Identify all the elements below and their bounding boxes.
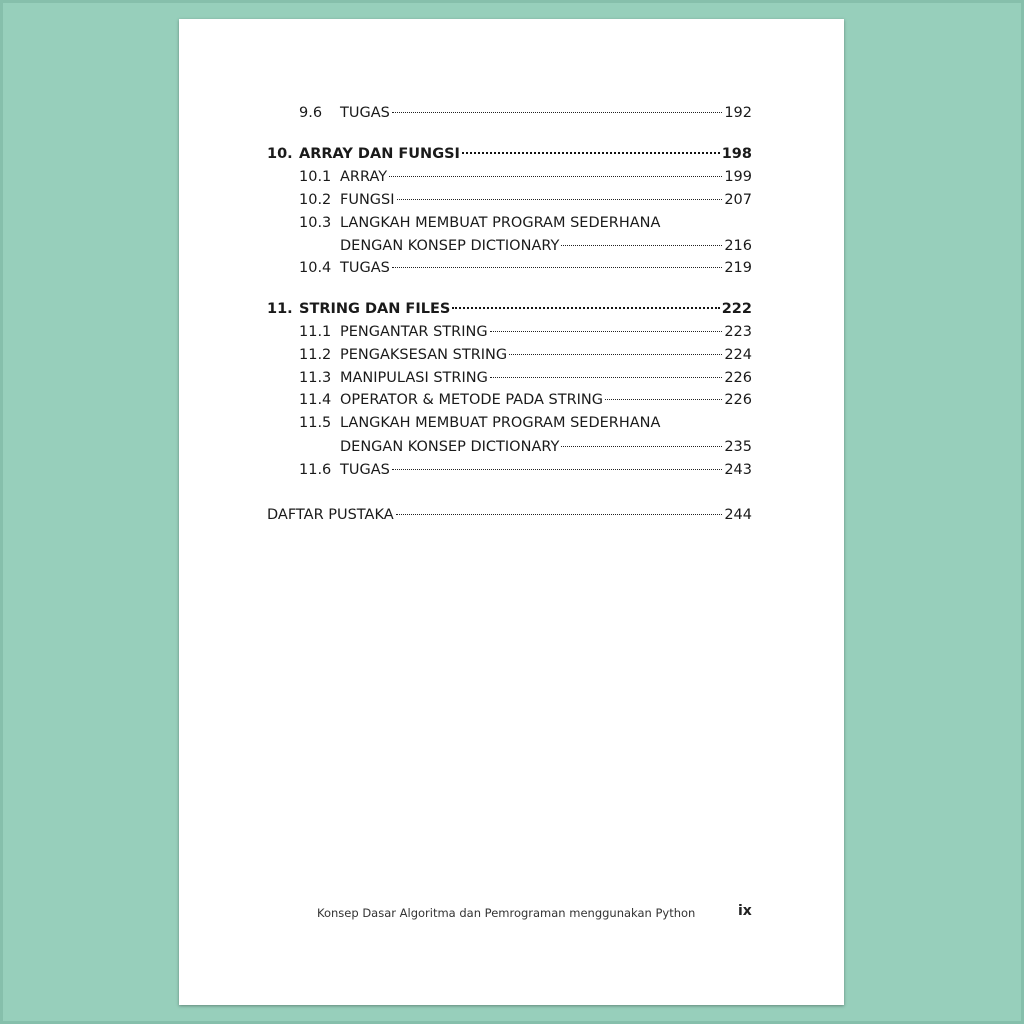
toc-chapter-number: 11. <box>267 301 293 317</box>
toc-entry-title: DENGAN KONSEP DICTIONARY <box>340 238 560 254</box>
running-footer-title: Konsep Dasar Algoritma dan Pemrograman menggunakan Python <box>317 906 696 920</box>
toc-entry-title: FUNGSI <box>340 192 395 208</box>
dot-leader <box>392 267 722 268</box>
toc-chapter-10 <box>267 143 752 165</box>
toc-entry-page: 226 <box>724 370 752 386</box>
dot-leader <box>561 245 722 246</box>
dot-leader <box>509 354 722 355</box>
dot-leader <box>452 307 719 309</box>
toc-entry-10-1 <box>267 166 752 188</box>
toc-entry-number: 11.2 <box>299 347 332 363</box>
toc-entry-10-4 <box>267 257 752 279</box>
toc-entry-11-1 <box>267 321 752 343</box>
table-of-contents <box>267 19 752 539</box>
toc-entry-number: 10.3 <box>299 215 332 231</box>
toc-entry-bibliography <box>267 504 752 526</box>
toc-entry-page: 244 <box>724 507 752 523</box>
toc-entry-page: 223 <box>724 324 752 340</box>
page-number: ix <box>738 903 752 919</box>
dot-leader <box>392 112 722 113</box>
toc-entry-title: LANGKAH MEMBUAT PROGRAM SEDERHANA <box>340 415 661 431</box>
toc-entry-page: 224 <box>724 347 752 363</box>
toc-entry-10-3-continued <box>267 235 752 257</box>
toc-entry-title: TUGAS <box>340 105 390 121</box>
toc-entry-title: LANGKAH MEMBUAT PROGRAM SEDERHANA <box>340 215 661 231</box>
toc-entry-number: 10.4 <box>299 260 332 276</box>
toc-entry-number: 9.6 <box>299 105 323 121</box>
toc-entry-11-6 <box>267 459 752 481</box>
toc-entry-page: 199 <box>724 169 752 185</box>
toc-entry-page: 226 <box>724 392 752 408</box>
toc-entry-10-2 <box>267 189 752 211</box>
toc-entry-page: 216 <box>724 238 752 254</box>
dot-leader <box>490 331 723 332</box>
toc-chapter-number: 10. <box>267 146 293 162</box>
toc-entry-title: PENGAKSESAN STRING <box>340 347 508 363</box>
dot-leader <box>397 199 723 200</box>
toc-entry-title: PENGANTAR STRING <box>340 324 488 340</box>
toc-entry-title: MANIPULASI STRING <box>340 370 488 386</box>
dot-leader <box>462 152 720 154</box>
toc-entry-number: 10.1 <box>299 169 332 185</box>
toc-entry-9-6 <box>267 102 752 124</box>
toc-chapter-11 <box>267 298 752 320</box>
toc-chapter-title: ARRAY DAN FUNGSI <box>299 146 460 162</box>
book-page <box>179 19 844 1005</box>
toc-entry-number: 11.1 <box>299 324 332 340</box>
toc-entry-page: 192 <box>724 105 752 121</box>
toc-entry-number: 11.6 <box>299 462 332 478</box>
toc-entry-title: TUGAS <box>340 462 390 478</box>
toc-entry-number: 11.3 <box>299 370 332 386</box>
toc-entry-page: 235 <box>724 439 752 455</box>
dot-leader <box>490 377 722 378</box>
toc-entry-11-4 <box>267 389 752 411</box>
dot-leader <box>561 446 722 447</box>
toc-entry-title: DENGAN KONSEP DICTIONARY <box>340 439 560 455</box>
toc-entry-title: DAFTAR PUSTAKA <box>267 507 394 523</box>
dot-leader <box>605 399 722 400</box>
toc-entry-11-5-continued <box>267 436 752 458</box>
toc-entry-page: 207 <box>724 192 752 208</box>
toc-entry-10-3 <box>267 212 752 234</box>
toc-entry-title: TUGAS <box>340 260 390 276</box>
toc-entry-title: ARRAY <box>340 169 388 185</box>
toc-entry-title: OPERATOR & METODE PADA STRING <box>340 392 604 408</box>
dot-leader <box>392 469 722 470</box>
toc-entry-number: 11.5 <box>299 415 332 431</box>
dot-leader <box>396 514 723 515</box>
toc-entry-number: 11.4 <box>299 392 332 408</box>
toc-chapter-page: 198 <box>721 146 752 162</box>
toc-entry-11-5 <box>267 412 752 434</box>
dot-leader <box>389 176 722 177</box>
toc-entry-page: 243 <box>724 462 752 478</box>
toc-chapter-title: STRING DAN FILES <box>299 301 451 317</box>
page-footer <box>179 903 844 925</box>
toc-entry-number: 10.2 <box>299 192 332 208</box>
toc-entry-11-2 <box>267 344 752 366</box>
toc-entry-11-3 <box>267 367 752 389</box>
toc-entry-page: 219 <box>724 260 752 276</box>
toc-chapter-page: 222 <box>721 301 752 317</box>
